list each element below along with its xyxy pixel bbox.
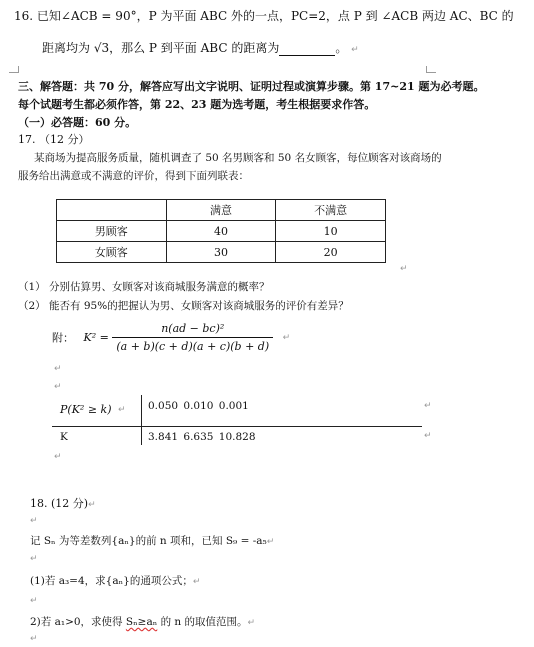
paragraph-mark-icon: ↵ [424,431,432,441]
formula-lhs: K² = [83,331,109,344]
q16-line1: 16. 已知∠ACB = 90°，P 为平面 ABC 外的一点，PC=2，点 P 到 ∠ACB 两边 AC、BC 的 [14,9,514,23]
paragraph-mark-icon: ↵ [30,596,38,606]
formula-numerator: n(ad − bc)² [112,322,273,338]
q17-intro2: 服务给出满意或不满意的评价，得到下面列联表： [18,170,249,182]
corner-mark-left [9,66,19,73]
paragraph-mark-icon: ↵ [30,516,38,526]
q18-part2 [30,614,255,629]
prob-values: 0.050 0.010 0.001 [148,400,249,412]
table-header-row [57,200,386,221]
q18-number [30,495,96,511]
answer-blank [279,44,335,56]
k-label: K [60,431,68,443]
table-cell: 40 [166,221,276,242]
table-row [57,242,386,263]
section3-line1: 三、解答题：共 70 分，解答应写出文字说明、证明过程或演算步骤。第 17~21 题为必考题。 [18,80,485,93]
table-cell: 女顾客 [57,242,167,263]
formula-denominator: (a + b)(c + d)(a + c)(b + d) [116,340,270,353]
paragraph-mark-icon: ↵ [424,401,432,411]
paragraph-mark-icon: ↵ [88,500,96,510]
q17-part2: （2） 能否有 95%的把握认为男、女顾客对该商城服务的评价有差异？ [18,300,349,312]
k-values: 3.841 6.635 10.828 [148,431,256,443]
table-header-cell [57,200,167,221]
q17-intro1: 某商场为提高服务质量，随机调查了 50 名男顾客和 50 名女顾客，每位顾客对该商场的 [34,152,442,164]
prob-label: P(K² ≥ k) [60,403,112,416]
q17-number: 17. （12 分） [18,133,90,146]
table-header-cell: 不满意 [276,200,386,221]
q18-part2-end: 的 n 的取值范围。 [157,616,248,628]
paragraph-mark-icon: ↵ [54,382,62,392]
paragraph-mark-icon: ↵ [54,364,62,374]
q18-intro-text: 记 Sₙ 为等差数列{aₙ}的前 n 项和，已知 S₉ = -a₅ [30,535,267,547]
paragraph-mark-icon: ↵ [54,452,62,462]
q16-line2 [42,39,359,56]
paragraph-mark-icon: ↵ [282,332,291,343]
table-cell: 20 [276,242,386,263]
q18-part1-text: (1)若 a₃=4，求{aₙ}的通项公式； [30,575,193,587]
paragraph-mark-icon: ↵ [351,45,359,55]
section3-line3: （一）必答题：60 分。 [18,116,137,129]
prob-table-hline [52,426,422,427]
paragraph-mark-icon: ↵ [400,264,408,274]
table-cell: 男顾客 [57,221,167,242]
corner-mark-right [426,66,436,73]
paragraph-mark-icon: ↵ [118,405,126,415]
q16-line2-end: 。 [335,41,348,55]
paragraph-mark-icon: ↵ [266,537,275,547]
paragraph-mark-icon: ↵ [192,577,201,587]
q18-part2-inequality: Sₙ≥aₙ [125,616,158,628]
table-cell: 10 [276,221,386,242]
contingency-table [56,199,386,263]
q17-part1: （1） 分别估算男、女顾客对该商城服务满意的概率？ [18,281,270,293]
paragraph-mark-icon: ↵ [30,554,38,564]
table-header-cell: 满意 [166,200,276,221]
section3-line2: 每个试题考生都必须作答，第 22、23 题为选考题，考生根据要求作答。 [18,98,376,111]
table-row [57,221,386,242]
paragraph-mark-icon: ↵ [247,618,256,628]
formula-label: 附： [52,331,74,345]
paragraph-mark-icon: ↵ [30,634,38,644]
q18-part1 [30,573,200,588]
prob-table-vline [141,395,142,445]
q16-line2-text: 距离均为 √3，那么 P 到平面 ABC 的距离为 [42,41,280,55]
q18-number-text: 18. (12 分) [30,497,89,510]
formula [52,322,290,353]
q18-intro [30,533,274,548]
q18-part2-text: 2)若 a₁>0，求使得 [30,616,126,628]
formula-fraction [112,322,273,353]
table-cell: 30 [166,242,276,263]
